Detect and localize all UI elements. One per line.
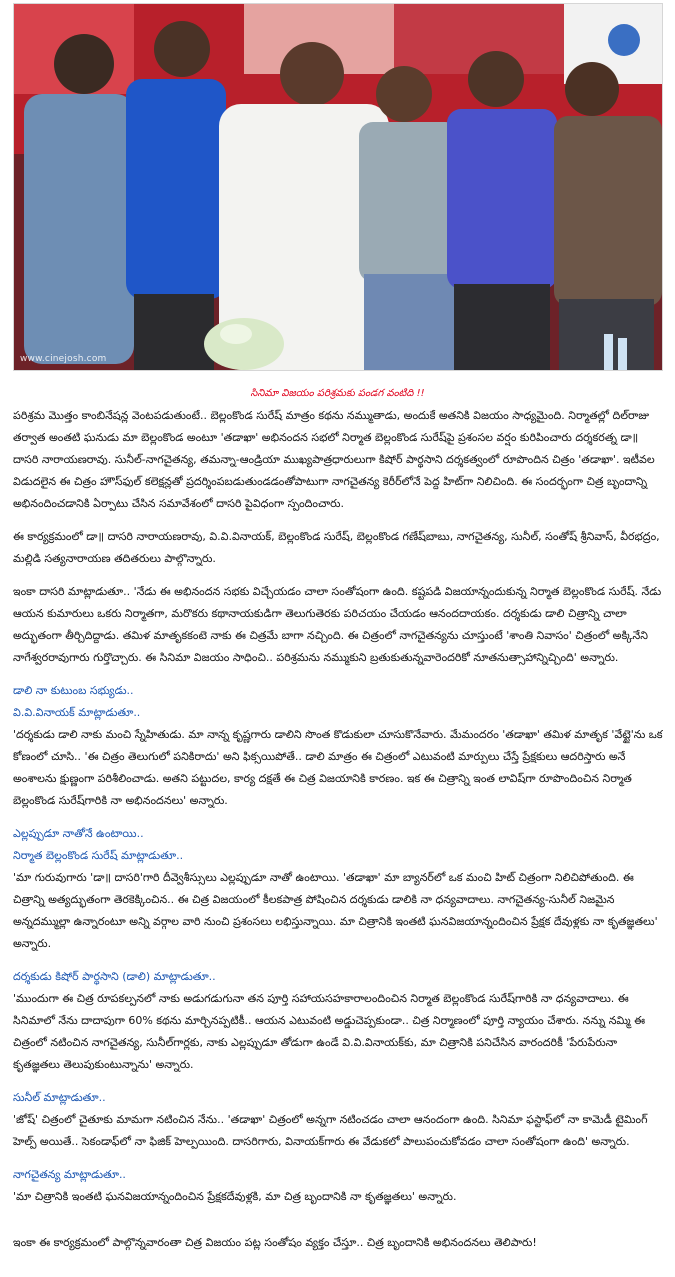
section-text: 'మా చిత్రానికి ఇంతటి ఘనవిజయాన్నందించిన ప్రేక్షకదేవుళ్లకి, మా చిత్ర బృందానికి నా కృతజ్ఞతలు' అన్నారు.: [13, 1190, 457, 1203]
paragraph-attendees: ఈ కార్యక్రమంలో డా॥ దాసరి నారాయణరావు, వి.వి.వినాయక్, బెల్లంకొండ సురేష్, బెల్లంకొండ గణేష్‌బాబు, నాగచైతన్య, సునీల్, సంతోష్ శ్రీనివాస్, వీరభద్రం, మల్లిడి సత్యనారాయణ తదితరులు పాల్గొన్నారు.: [13, 530, 660, 565]
article-caption: సినిమా విజయం పరిశ్రమకు పండగ వంటిది !!: [250, 388, 425, 399]
section-text: 'దర్శకుడు డాలి నాకు మంచి స్నేహితుడు. మా నాన్న కృష్ణగారు డాలిని సొంత కొడుకులా చూసుకొనేవారు. మేమందరం 'తడాఖా' తమిళ మాతృక 'వేట్టై'ను ఒక కోణంలో చూసి.. 'ఈ చిత్రం తెలుగులో పనికిరాదు' అని ఫిక్సయిపోతే.. డాలి మాత్రం ఈ చిత్రంలో ఎటువంటి మార్పులు చేస్తే ప్రేక్షకులు ఆదరిస్తారు అనే అంశాలను క్షుణ్ణంగా పరిశీలించాడు. అతని పట్టుదల, కార్య దక్షతే ఈ చిత్ర విజయానికి కారణం. ఇక ఈ చిత్రాన్ని ఇంత లావిష్‌గా రూపొందించిన నిర్మాత బెల్లంకొండ సురేష్‌గారికి నా అభినందనలు' అన్నారు.: [13, 728, 663, 807]
paragraph-closing: ఇంకా ఈ కార్యక్రమంలో పాల్గొన్నవారంతా చిత్ర విజయం పట్ల సంతోషం వ్యక్తం చేస్తూ.. చిత్ర బృందానికి అభినందనలు తెలిపారు!: [13, 1236, 537, 1249]
paragraph-intro: పరిశ్రమ మొత్తం కాంబినేషన్ల వెంటపడుతుంటే.. బెల్లంకొండ సురేష్ మాత్రం కథను నమ్ముతాడు, అందుకే అతనికి విజయం సాధ్యమైంది. నిర్మాతల్లో దిల్‌రాజు తర్వాత అంతటి ఘనుడు మా బెల్లంకొండ అంటూ 'తడాఖా' అభినందన సభలో నిర్మాత బెల్లంకొండ సురేష్‌పై ప్రశంసల వర్షం కురిపించారు దర్శకరత్న డా॥దాసరి నారాయణరావు. సునీల్-నాగచైతన్య, తమన్నా-ఆండ్రియా ముఖ్యపాత్రధారులుగా కిషోర్ పార్థసాని దర్శకత్వంలో రూపొందిన చిత్రం 'తడాఖా'. ఇటీవల విడుదలైన ఈ చిత్రం హౌస్‌ఫుల్ కలెక్షన్లతో ప్రదర్శింపబడుతుండడంతోపాటుగా నాగచైతన్య కెరీర్‌లోనే పెద్ద హిట్‌గా నిలిచింది. ఈ సందర్భంగా చిత్ర బృందాన్ని అభినందించడానికి ఏర్పాటు చేసిన సమావేశంలో దాసరి పైవిధంగా స్పందించారు.: [13, 409, 655, 510]
section-text: 'ముందుగా ఈ చిత్ర రూపకల్పనలో నాకు అడుగడుగునా తన పూర్తి సహాయసహకారాలందించిన నిర్మాత బెల్లంకొండ సురేష్‌గారికి నా ధన్యవాదాలు. ఈ సినిమాలో నేను దాదాపుగా 60% కథను మార్చినప్పటికీ.. ఆయన ఎటువంటి అడ్డుచెప్పకుండా.. చిత్ర నిర్మాణంలో పూర్తి న్యాయం చేశారు. నన్ను నమ్మి ఈ చిత్రంలో నటించిన నాగచైతన్య, సునీల్‌గార్లకు, నాకు ఎల్లప్పుడూ తోడుగా ఉండే వి.వి.వినాయక్‌కు, మా చిత్రానికి పనిచేసిన వారందరికీ 'పేరుపేరునా కృతజ్ఞతలు తెలుపుకుంటున్నాను' అన్నారు.: [13, 992, 646, 1071]
section-text: 'జోష్' చిత్రంలో చైతూకు మామగా నటించిన నేను.. 'తడాఖా' చిత్రంలో అన్నగా నటించడం చాలా ఆనందంగా ఉంది. సినిమా ఫస్టాఫ్‌లో నా కామెడీ టైమింగ్ హెల్ప్ అయితే.. సెకండాఫ్‌లో నా ఫిజిక్ హెల్పయింది. దాసరిగారు, వినాయక్‌గారు ఈ వేడుకలో పాలుపంచుకోవడం చాలా సంతోషంగా ఉంది' అన్నారు.: [13, 1113, 648, 1148]
section-heading: ఎల్లప్పుడూ నాతోనే ఉంటాయి..: [13, 827, 144, 840]
event-photo: [13, 3, 663, 371]
paragraph-dasari-quote: ఇంకా దాసరి మాట్లాడుతూ.. 'నేడు ఈ అభినందన సభకు విచ్చేయడం చాలా సంతోషంగా ఉంది. కష్టపడి విజయాన్నందుకున్న నిర్మాత బెల్లంకొండ సురేష్. నేడు ఆయన కుమారులు ఒకరు నిర్మాతగా, మరొకరు కథానాయకుడిగా తెలుగుతెరకు పరిచయం చేయడం ఆనందదాయకం. దర్శకుడు డాలి చిత్రాన్ని చాలా అద్భుతంగా తీర్చిదిద్దాడు. తమిళ మాతృకకంటె నాకు ఈ చిత్రమే బాగా నచ్చింది. ఈ చిత్రంలో నాగచైతన్యను చూస్తుంటే 'శాంతి నివాసం' చిత్రంలో అక్కినేని నాగేశ్వరరావుగారు గుర్తొచ్చారు. ఈ సినిమా విజయం సాధించి.. పరిశ్రమను నమ్ముకుని బ్రతుకుతున్నవారెందరికో నూతనుత్సాహాన్నిచ్చింది' అన్నారు.: [13, 585, 662, 664]
section-text: 'మా గురువుగారు 'డా॥ దాసరి'గారి దీవ్వెశీస్సులు ఎల్లప్పుడూ నాతో ఉంటాయి. 'తడాఖా' మా బ్యానర్‌లో ఒక మంచి హిట్ చిత్రంగా నిలిచిపోతుంది. ఈ చిత్రాన్ని అత్యద్భుతంగా తెరకెక్కించిన.. ఈ చిత్ర విజయంలో కీలకపాత్ర పోషించిన దర్శకుడు డాలికి నా ధన్యవాదాలు. నాగచైతన్య-సునీల్ నిజమైన అన్నదమ్ముల్లా ఉన్నారంటూ అన్ని వర్గాల వారి నుంచి ప్రశంసలు లభిస్తున్నాయి. మా చిత్రానికి ఇంతటి ఘనవిజయాన్నందించిన ప్రేక్షక దేవుళ్లకు నా కృతజ్ఞతలు' అన్నారు.: [13, 871, 658, 950]
section-speaker: నిర్మాత బెల్లంకొండ సురేష్ మాట్లాడుతూ..: [13, 849, 184, 862]
photo-watermark: www.cinejosh.com: [20, 354, 107, 364]
section-speaker: సునీల్ మాట్లాడుతూ..: [13, 1091, 106, 1104]
section-speaker: దర్శకుడు కిషోర్ పార్థసాని (డాలి) మాట్లాడుతూ..: [13, 970, 216, 983]
article-body: [13, 405, 663, 1265]
section-speaker: నాగచైతన్య మాట్లాడుతూ..: [13, 1168, 126, 1181]
section-speaker: వి.వి.వినాయక్ మాట్లాడుతూ..: [13, 706, 141, 719]
section-heading: డాలి నా కుటుంబ సభ్యుడు..: [13, 684, 134, 697]
event-photo-illustration: [14, 4, 662, 370]
